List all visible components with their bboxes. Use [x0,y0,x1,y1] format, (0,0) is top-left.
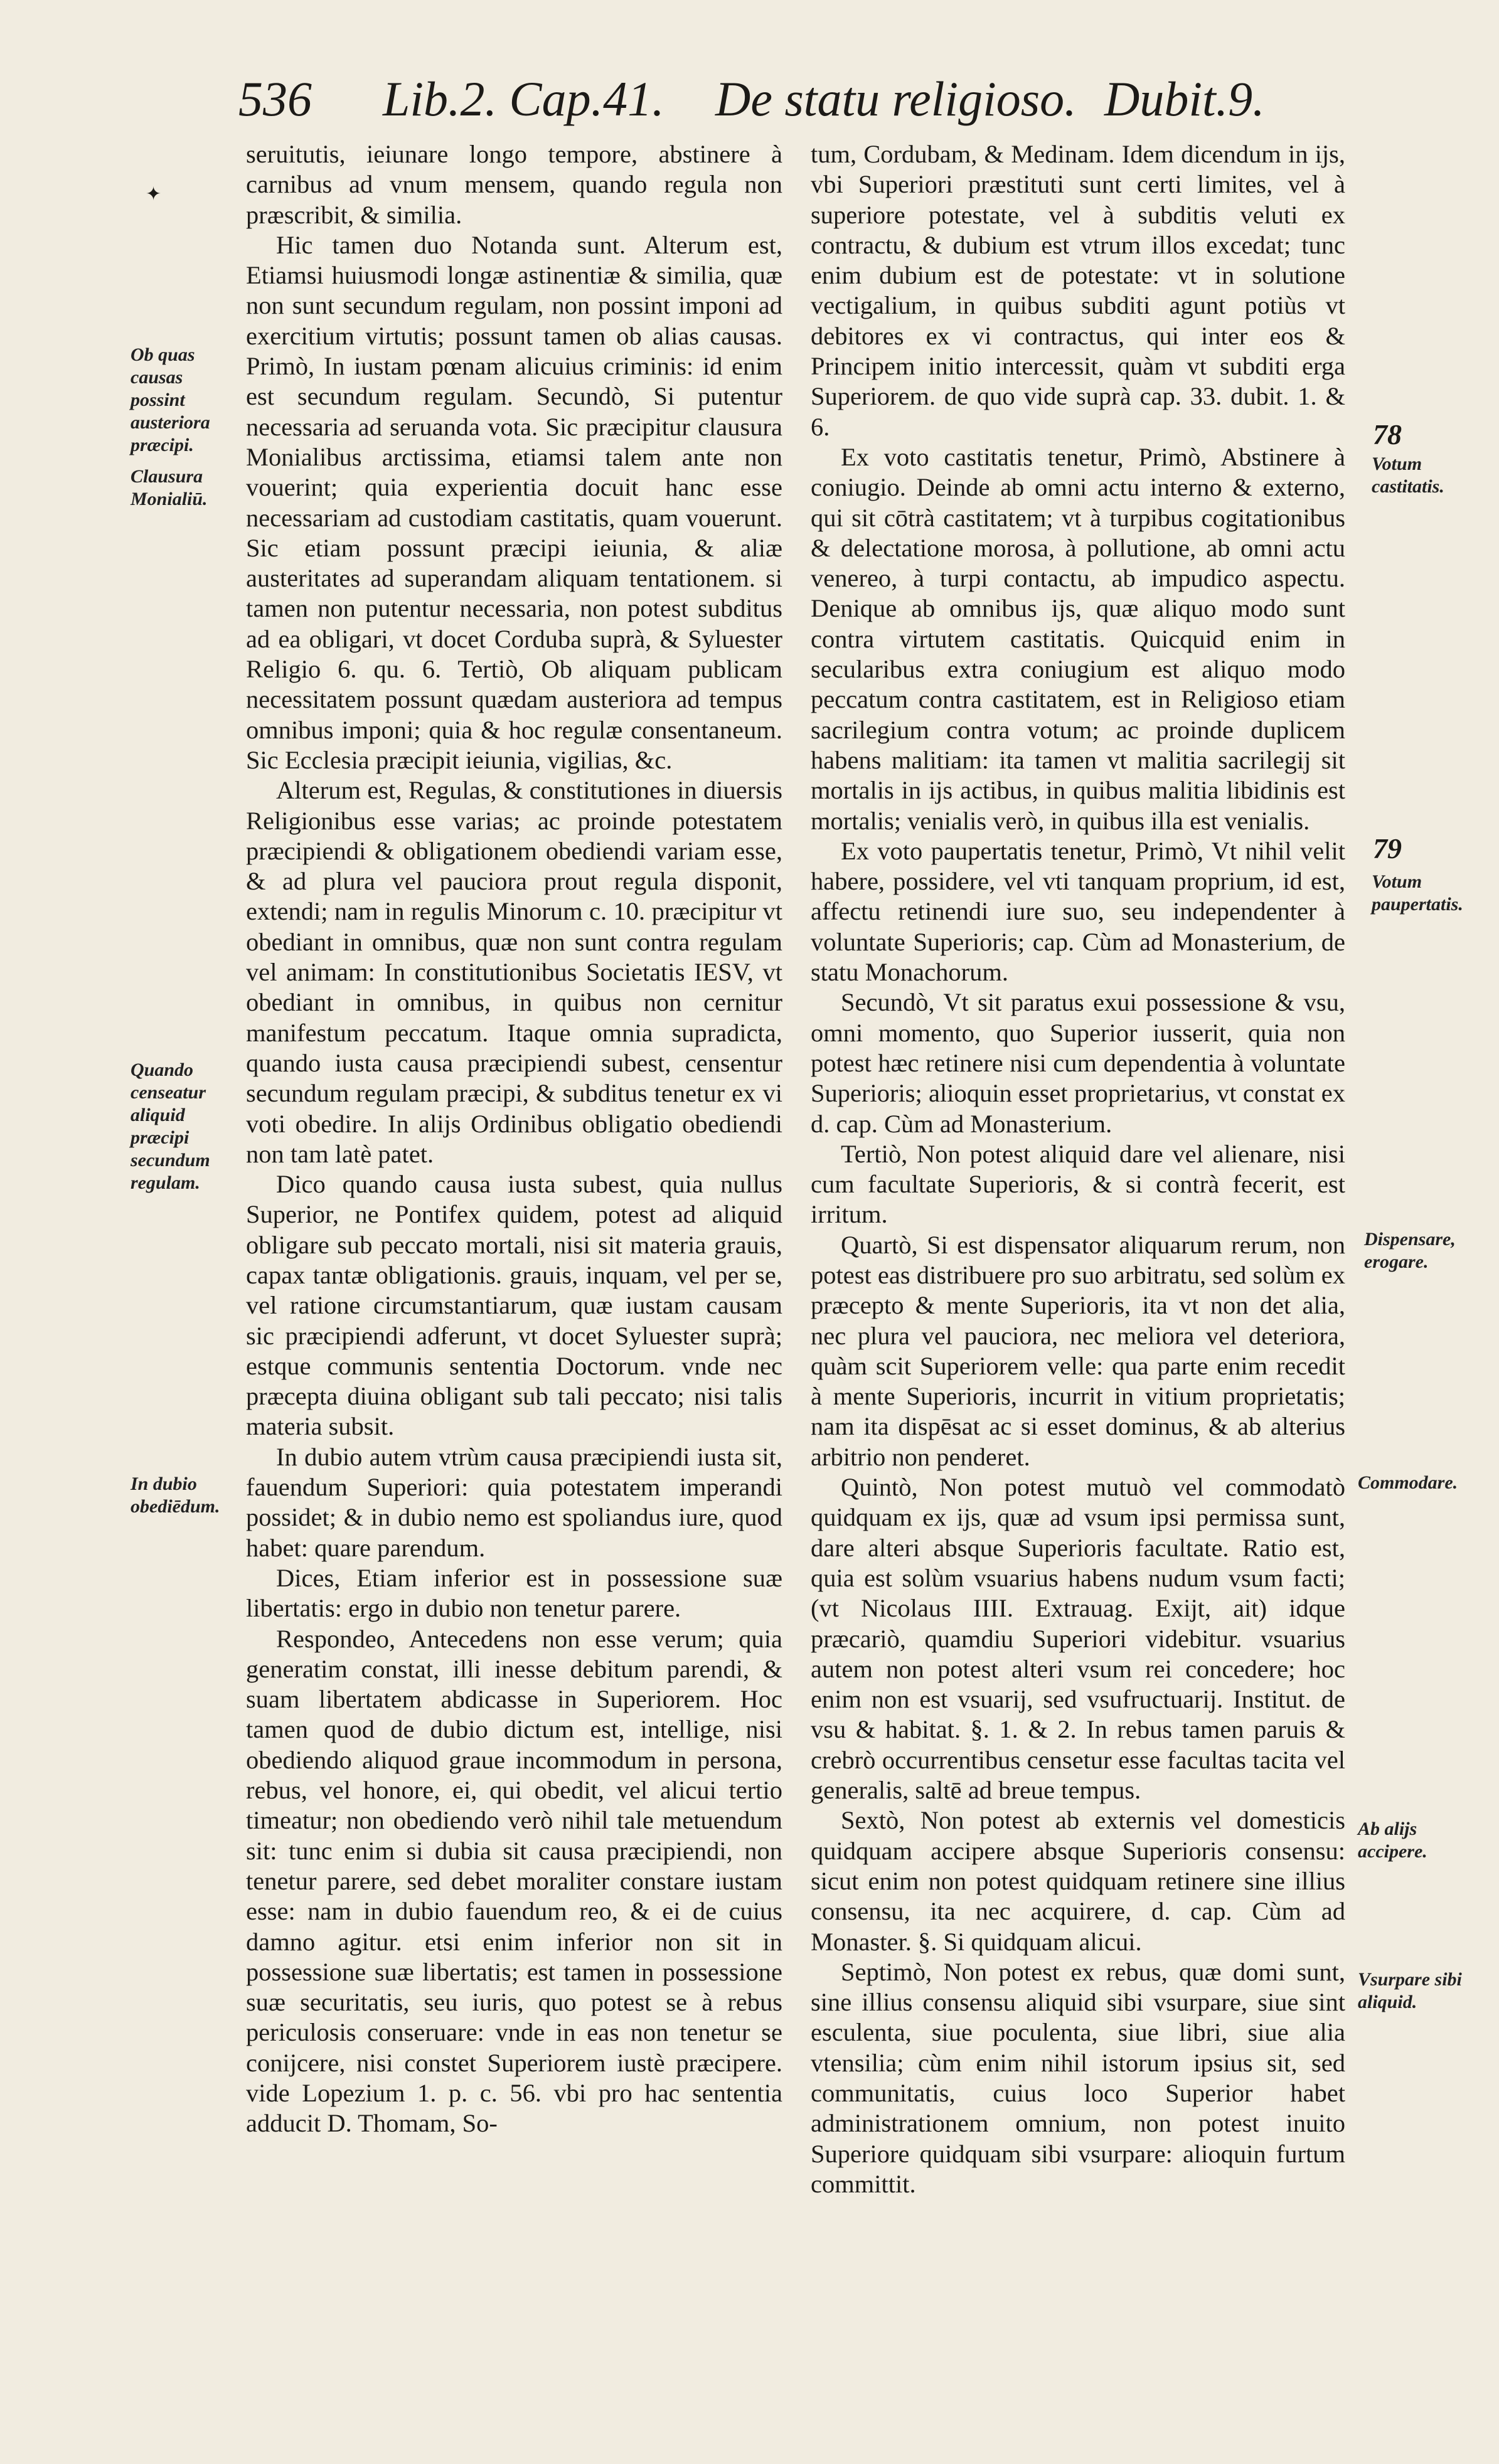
paragraph: Dico quando causa iusta subest, quia nullus Superior, ne Pontifex quidem, potest ad aliquid obligare sub peccato mortali, nisi sit materia grauis, capax tantæ obligationis. grauis, inquam, vel per se, vel ratione circumstantiarum, quæ iustam causam sic præcipiendi adferunt, vt docet Syluester suprà; estque communis sententia Doctorum. vnde nec præcepta diuina obligant sub tali peccato; nisi talis materia subsit. [246,1170,782,1441]
margin-note: Votum castitatis. [1372,454,1444,497]
paragraph: Ex voto paupertatis tenetur, Primò, Vt nihil velit habere, possidere, vel vti tanquam proprium, id est, affectu retinendi iure suo, seu independenter à voluntate Superioris; cap. Cùm ad Monasterium, de statu Monachorum. [811,836,1345,987]
paragraph: seruitutis, ieiunare longo tempore, abstinere à carnibus ad vnum mensem, quando regula non præscribit, & similia. [246,140,782,229]
paragraph: Hic tamen duo Notanda sunt. Alterum est, Etiamsi huiusmodi longæ astinentiæ & similia, quæ non sunt secundum regulam, non possint imponi ad exercitium virtutis; possunt tamen ob alias causas. Primò, In iustam pœnam alicuius criminis: id enim est secundum regulam. Secundò, Si putentur necessaria ad seruanda vota. Sic præcipitur clausura Monialibus arctissima, etiamsi talem ante non vouerint; quia experientia docuit hanc esse necessariam ad custodiam castitatis, quam vouerunt. Sic etiam possunt præcipi ieiunia, & aliæ austeritates ad superandam aliquam tentationem. si tamen non putentur necessaria, non potest subditus ad ea obligari, vt docet Corduba suprà, & Syluester Religio 6. qu. 6. Tertiò, Ob aliquam publicam necessitatem possunt quædam austeriora ad tempus omnibus imponi; quia & hoc regulæ consentaneum. Sic Ecclesia præcipit ieiunia, vigilias, &c. [246,230,782,774]
section-number: 78 [1373,418,1402,450]
paragraph: Sextò, Non potest ab externis vel domesticis quidquam accipere absque Superioris consensu: sicut enim non potest quidquam retinere sine illius consensu, ita nec acquirere, d. cap. Cùm ad Monaster. §. Si quidquam alicui. [811,1806,1345,1956]
paragraph: Quintò, Non potest mutuò vel commodatò quidquam ex ijs, quæ ad vsum ipsi permissa sunt, dare alteri absque Superioris facultate. Ratio est, quia est solùm vsuarius habens nudum vsum facti; (vt Nicolaus IIII. Extrauag. Exijt, ait) idque præcariò, quamdiu Superiori videbitur. vsuarius autem non potest alteri vsum rei concedere; hoc enim non est vsuarij, sed vsufructuarij. Institut. de vsu & habitat. §. 1. & 2. In rebus tamen paruis & crebrò occurrentibus censetur esse facultas tacita vel generalis, saltē ad breue tempus. [811,1473,1345,1805]
left-column [246,139,782,2139]
paragraph: Respondeo, Antecedens non esse verum; quia generatim constat, illi inesse debitum parendi, & suam libertatem abdicasse in Superiorem. Hoc tamen quod de dubio dictum est, intellige, nisi obediendo aliquod graue incommodum in persona, rebus, vel honore, ei, qui obedit, vel alicui tertio timeatur; non obediendo verò nihil tale metuendum sit: tunc enim si dubia sit causa præcipiendi, non tenetur parere, sed debet moraliter constare iustam esse: nam in dubio fauendum reo, & ei de cuius damno agitur. etsi enim inferior non sit in possessione suæ libertatis; est tamen in possessione suæ securitatis, seu iuris, quo potest se à rebus periculosis conseruare: vnde in eas non tenetur se conijcere, nisi constet Superiorem iustè præcipere. vide Lopezium 1. p. c. 56. vbi pro hac sententia adducit D. Thomam, So- [246,1624,782,2138]
paragraph: Secundò, Vt sit paratus exui possessione & vsu, omni momento, quo Superior iusserit, quia non potest hæc retinere nisi cum dependentia à voluntate Superioris; alioquin esset proprietarius, vt constat ex d. cap. Cùm ad Monasterium. [811,988,1345,1138]
ornament-mark: ✦ [146,184,162,204]
margin-note: Clausura Monialiū. [131,466,208,509]
section-label: Dubit.9. [1104,72,1265,126]
margin-note: Ob quas causas possint austeriora præcipi. [131,344,210,455]
margin-note: Commodare. [1358,1472,1458,1493]
paragraph: Quartò, Si est dispensator aliquarum rerum, non potest eas distribuere pro suo arbitratu, sed solùm ex præcepto & mente Superioris, ita vt non det alia, nec plura vel pauciora, nec meliora vel deteriora, quàm scit Superiorem velle: qua parte enim recedit à mente Superioris, incurrit in vitium proprietatis; nam ita dispēsat ac si esset dominus, & ab alterius arbitrio non penderet. [811,1230,1345,1471]
page-number: 536 [238,72,312,126]
right-column [811,139,1345,2199]
margin-note: Dispensare, erogare. [1364,1229,1456,1272]
paragraph: tum, Cordubam, & Medinam. Idem dicendum in ijs, vbi Superiori præstituti sunt certi limites, vel à superiore potestate, vel à subditis veluti ex contractu, & dubium est vtrum illos excedat; tunc enim dubium est de potestate: vt in solutione vectigalium, in quibus subditi agunt potiùs vt debitores ex vi contractus, qui inter eos & Principem initio intercessit, quàm vt subditi erga Superiorem. de quo vide suprà cap. 33. dubit. 1. & 6. [811,140,1345,441]
section-number: 79 [1373,832,1402,864]
paragraph: Dices, Etiam inferior est in possessione suæ libertatis: ergo in dubio non tenetur parere. [246,1563,782,1623]
paragraph: In dubio autem vtrùm causa præcipiendi iusta sit, fauendum Superiori: quia potestatem imperandi possidet; & in dubio nemo est spoliandus iure, quod habet: quare parendum. [246,1442,782,1562]
running-title: De statu religioso. [715,72,1077,126]
paragraph: Septimò, Non potest ex rebus, quæ domi sunt, sine illius consensu aliquid sibi vsurpare, siue sint esculenta, siue poculenta, siue libri, siue alia vtensilia; cùm enim nihil istorum ipsius sit, sed communitatis, cuius loco Superior habet administrationem omnium, non potest inuito Superiore quidquam sibi vsurpare: alioquin furtum committit. [811,1957,1345,2198]
paragraph: Tertiò, Non potest aliquid dare vel alienare, nisi cum facultate Superioris, & si contrà fecerit, est irritum. [811,1139,1345,1229]
paragraph: Ex voto castitatis tenetur, Primò, Abstinere à coniugio. Deinde ab omni actu interno & externo, qui sit cōtrà castitatem; vt à turpibus cogitationibus & delectatione morosa, à pollutione, ab omni actu venereo, à turpi contactu, ab impudico aspectu. Denique ab omnibus ijs, quæ aliquo modo sunt contra virtutem castitatis. Quicquid enim in secularibus extra coniugium est aliquo modo peccatum contra castitatem, est in Religioso etiam sacrilegium contra votum; ac proinde duplicem habens malitiam: ita tamen vt malitia sacrilegij sit mortalis in ijs actibus, in quibus malitia libidinis est mortalis; venialis verò, in quibus illa est venialis. [811,442,1345,835]
running-header [238,68,1280,130]
book-chapter: Lib.2. Cap.41. [383,72,664,126]
paragraph: Alterum est, Regulas, & constitutiones in diuersis Religionibus esse varias; ac proinde potestatem præcipiendi & obligationem obediendi variam esse, & ad plura vel pauciora prout regula disponit, extendi; nam in regulis Minorum c. 10. præcipitur vt obediant in omnibus, quæ non sunt contra regulam vel animam: In constitutionibus Societatis IESV, vt obediant in omnibus, in quibus non cernitur manifestum peccatum. Itaque omnia supradicta, quando iusta causa præcipiendi subest, censentur secundum regulam præcipi, & subditus tenetur ex vi voti obedire. In alijs Ordinibus obligatio obediendi non tam latè patet. [246,776,782,1168]
margin-note: Quando censeatur aliquid præcipi secundum regulam. [131,1059,210,1193]
margin-note: In dubio obediēdum. [131,1474,220,1517]
margin-note: Ab alijs accipere. [1358,1819,1427,1862]
margin-note: Vsurpare sibi aliquid. [1358,1969,1462,2012]
margin-note: Votum paupertatis. [1372,871,1463,915]
